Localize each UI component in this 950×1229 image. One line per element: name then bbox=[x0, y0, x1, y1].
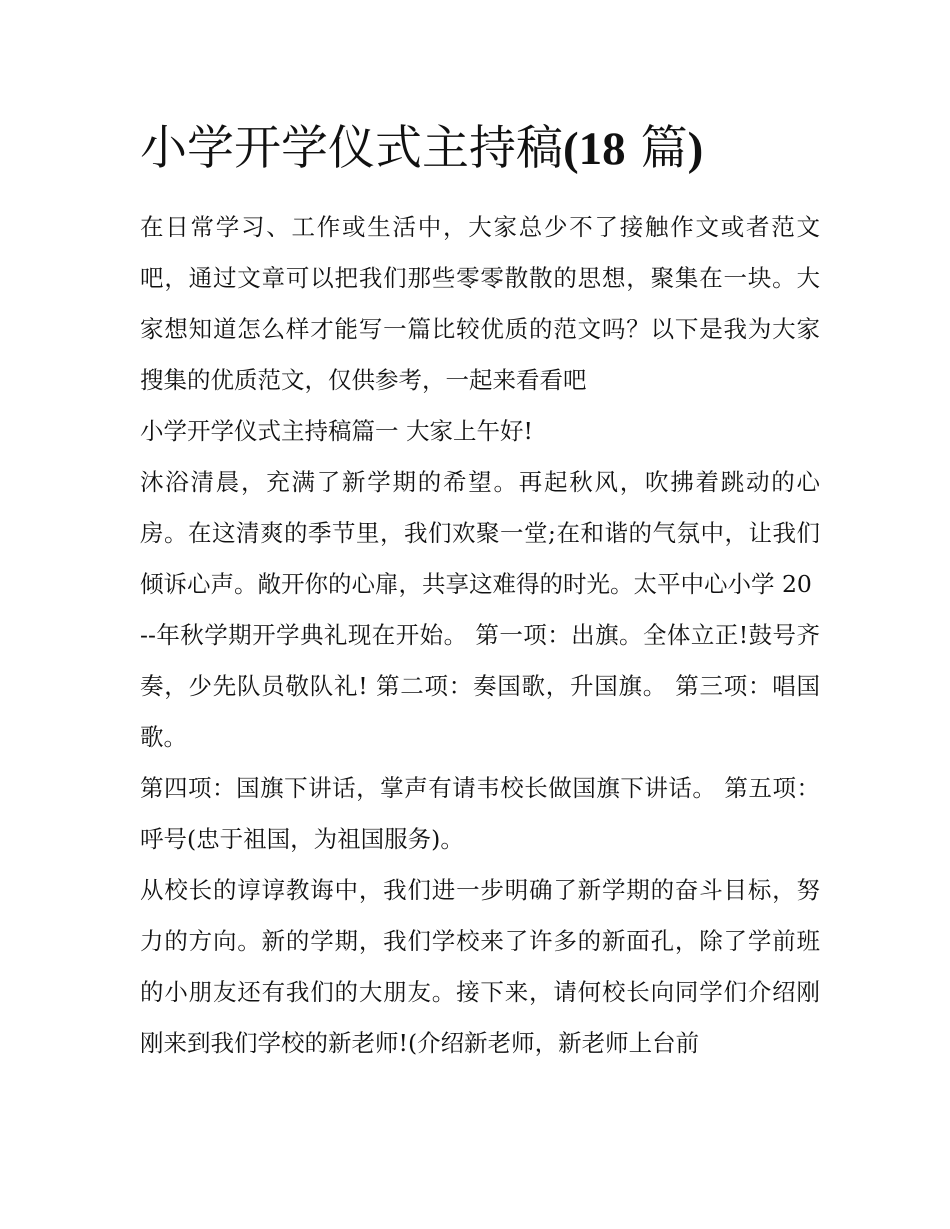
title-main: 小学开学仪式主持稿 bbox=[140, 121, 563, 176]
document-page bbox=[140, 110, 820, 1069]
document-title bbox=[140, 110, 820, 188]
title-count: (18 bbox=[563, 123, 626, 175]
paragraph-section-heading: 小学开学仪式主持稿篇一 大家上午好! bbox=[140, 417, 533, 445]
title-close: ) bbox=[687, 123, 704, 175]
paragraph-new-teachers: 从校长的谆谆教诲中，我们进一步明确了新学期的奋斗目标，努力的方向。新的学期，我们学校来了许多的新面孔，除了学前班的小朋友还有我们的大朋友。接下来，请何校长向同学们介绍刚刚来到我们学校的新老师!(介绍新老师，新老师上台前 bbox=[140, 876, 820, 1057]
paragraph-opening: 沐浴清晨，充满了新学期的希望。再起秋风，吹拂着跳动的心房。在这清爽的季节里，我们欢聚一堂;在和谐的气氛中，让我们倾诉心声。敞开你的心扉，共享这难得的时光。太平中心小学 20 bbox=[140, 468, 820, 598]
title-unit: 篇 bbox=[625, 121, 688, 176]
paragraph-items-one-to-three: --年秋学期开学典礼现在开始。 第一项：出旗。全体立正!鼓号齐奏，少先队员敬队礼! 第二项：奏国歌，升国旗。 第三项：唱国歌。 bbox=[140, 621, 820, 751]
paragraph-intro: 在日常学习、工作或生活中，大家总少不了接触作文或者范文吧，通过文章可以把我们那些零零散散的思想，聚集在一块。大家想知道怎么样才能写一篇比较优质的范文吗？以下是我为大家搜集的优质范文，仅供参考，一起来看看吧 bbox=[140, 213, 820, 394]
paragraph-items-four-five: 第四项：国旗下讲话，掌声有请韦校长做国旗下讲话。 第五项：呼号(忠于祖国，为祖国服务)。 bbox=[140, 774, 820, 853]
